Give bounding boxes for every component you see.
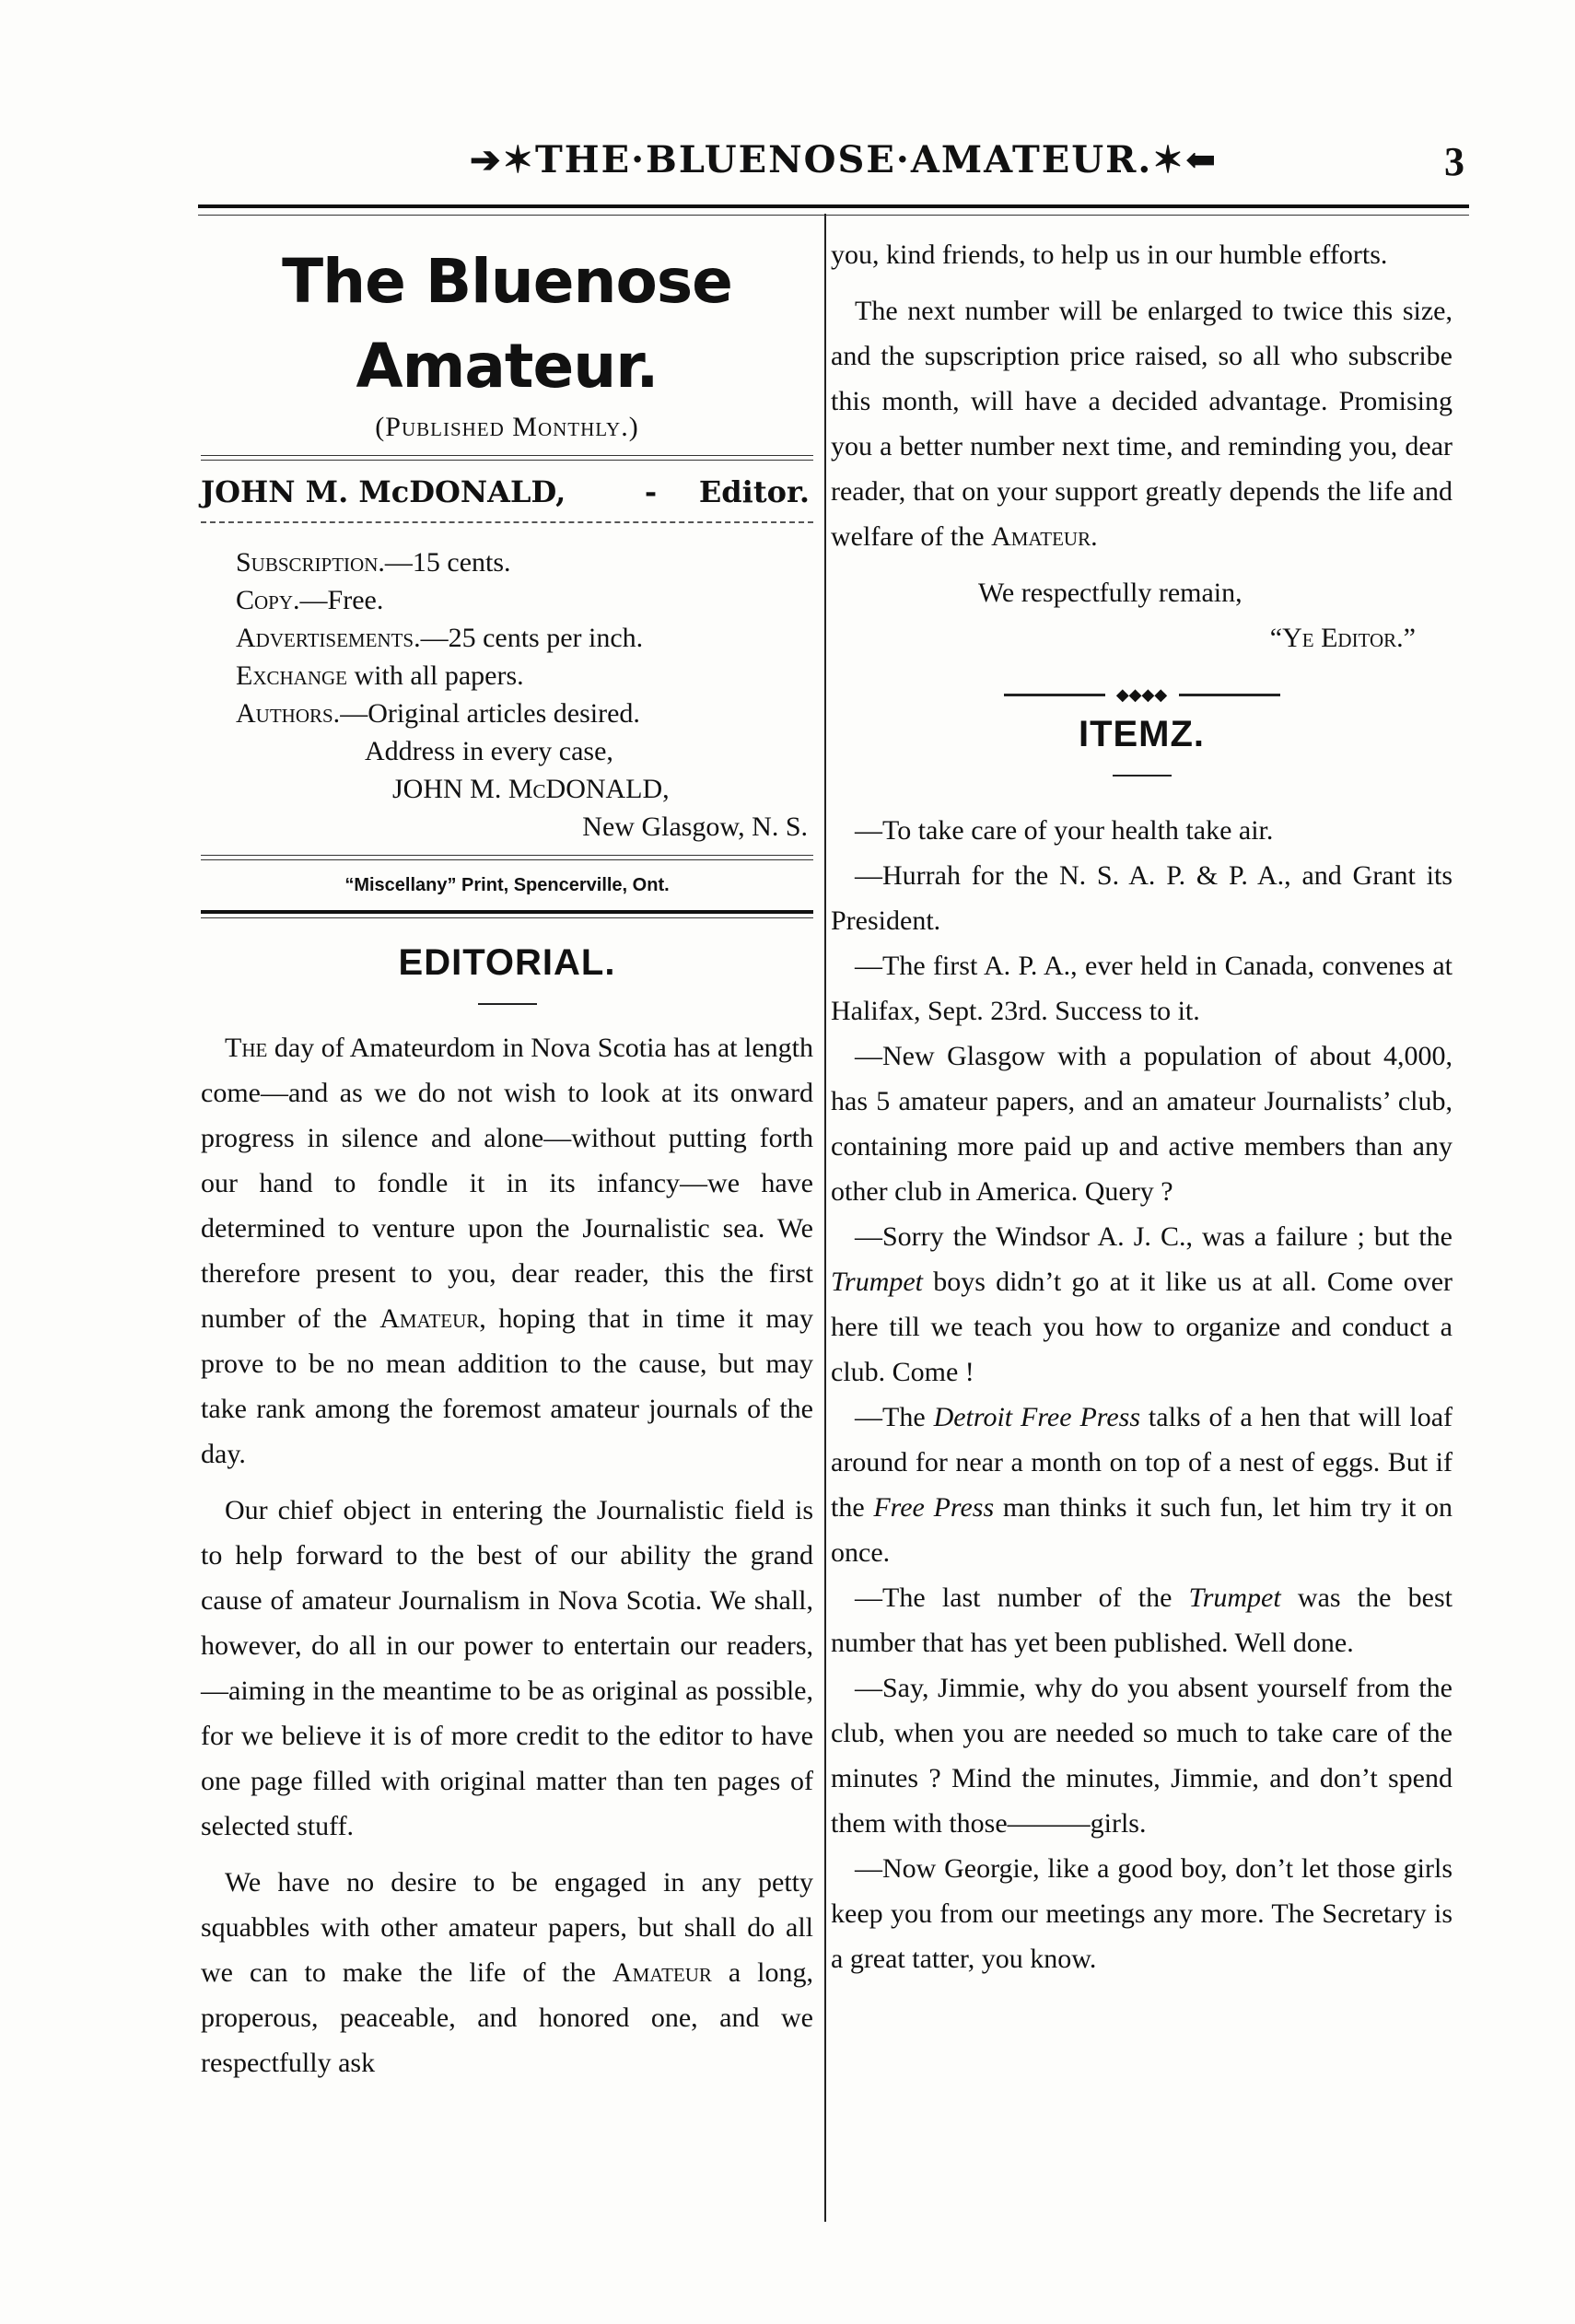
- editorial-p1-part-a: day of Amateurdom in Nova Scotia has at length come—and as we do not wish to look at its onward progress in silence and alone—without putting forth our hand to fondle it in its infancy—we have determined to venture upon the Journalistic sea. We therefore present to you, dear reader, this the first number of the: [201, 1033, 813, 1334]
- item7-trumpet: Trumpet: [1188, 1582, 1281, 1613]
- item7-part-a: —The last number of the: [855, 1582, 1189, 1613]
- subscription-value: —15 cents.: [384, 547, 511, 578]
- ads-value: —25 cents per inch.: [420, 623, 644, 653]
- exchange-line: [236, 657, 813, 695]
- editorial-lead-word: The: [225, 1033, 268, 1063]
- editor-title: Editor.: [698, 474, 810, 509]
- list-item: —The first A. P. A., ever held in Canada, convenes at Halifax, Sept. 23rd. Success to it.: [831, 951, 1452, 1026]
- authors-value: —Original articles desired.: [340, 698, 640, 729]
- item6-part-a: —The: [855, 1402, 934, 1432]
- editor-rule: [201, 521, 813, 523]
- editorial-p3-part-b: a long, properous, peaceable, and honored one, and we respectfully ask: [201, 1957, 814, 2078]
- cont-p2-part-a: The next number will be enlarged to twice this size, and the supscription price raised, so all who subscribe this month, will have a decided advantage. Promising you a better number next time, and reminding you, dear reader, that on your support greatly depends the life and welfare of the: [831, 296, 1452, 552]
- terms-block: [201, 543, 813, 732]
- running-title: ➔✶THE·BLUENOSE·AMATEUR.✶⬅: [470, 138, 1219, 181]
- ads-label: Advertisements.: [236, 623, 421, 653]
- address-line-3: New Glasgow, N. S.: [582, 812, 808, 842]
- left-column: [201, 221, 813, 2096]
- page-number: 3: [1444, 139, 1464, 184]
- masthead-rule: [201, 455, 813, 461]
- list-item: —To take care of your health take air.: [855, 815, 1274, 846]
- masthead-subtitle: (Published Monthly.): [375, 412, 639, 442]
- item5-trumpet: Trumpet: [831, 1267, 924, 1297]
- copy-line: [236, 581, 813, 619]
- address-line-1: Address in every case,: [365, 736, 613, 766]
- editorial-continued: [831, 232, 1452, 559]
- copy-value: —Free.: [299, 585, 384, 615]
- editor-line: [201, 470, 813, 514]
- closing-line: We respectfully remain,: [978, 578, 1242, 608]
- address-line-2: JOHN M. McDONALD,: [392, 774, 670, 804]
- item5-part-a: —Sorry the Windsor A. J. C., was a failure ; but the: [855, 1221, 1452, 1252]
- exchange-value: with all papers.: [347, 660, 524, 691]
- editor-name: JOHN M. McDONALD,: [201, 474, 566, 509]
- subscription-line: [236, 543, 813, 581]
- editorial-p1-amateur: Amateur: [379, 1303, 480, 1334]
- ads-line: [236, 619, 813, 657]
- ornament-rule: [1004, 685, 1280, 704]
- editorial-p1-part-b: , hoping that in time it may prove to be no mean addition to the cause, but may take rank among the foremost amateur journals of the day.: [201, 1303, 813, 1469]
- item6-part-c: man thinks it such fun, let him try it on once.: [831, 1492, 1452, 1568]
- item6-paper: Detroit Free Press: [933, 1402, 1141, 1432]
- editorial-p3-part-a: We have no desire to be engaged in any petty squabbles with other amateur papers, but shall do all we can to make the life of the: [201, 1867, 813, 1988]
- itemz-list: [831, 808, 1452, 1981]
- list-item: —Hurrah for the N. S. A. P. & P. A., and Grant its President.: [831, 860, 1452, 936]
- column-divider: [824, 214, 826, 2222]
- authors-label: Authors.: [236, 698, 341, 729]
- itemz-short-rule: [1113, 775, 1172, 777]
- list-item: [831, 1395, 1452, 1575]
- continued-paragraph-1: you, kind friends, to help us in our humble efforts.: [831, 239, 1388, 270]
- cont-p2-amateur: Amateur: [991, 521, 1091, 552]
- cont-p2-part-b: .: [1091, 521, 1098, 552]
- print-credit: “Miscellany” Print, Spencerville, Ont.: [344, 875, 670, 895]
- ornament-diamonds: ◆◆◆◆: [1115, 685, 1168, 704]
- header-rule-thick: [198, 204, 1469, 208]
- copy-label: Copy.: [236, 585, 300, 615]
- editorial-paragraph-1: [201, 1025, 813, 1477]
- list-item: [831, 1214, 1452, 1395]
- authors-line: [236, 695, 813, 732]
- item7-part-b: was the best number that has yet been published. Well done.: [831, 1582, 1452, 1658]
- signature: “Ye Editor.”: [1269, 623, 1416, 653]
- item6-paper2: Free Press: [873, 1492, 995, 1523]
- list-item: [831, 1575, 1452, 1665]
- list-item: —New Glasgow with a population of about 4,000, has 5 amateur papers, and an amateur Journalists’ club, containing more paid up and active members than any other club in America. Query ?: [831, 1041, 1452, 1207]
- header-rule-thin: [198, 215, 1469, 216]
- sign-off: [831, 570, 1452, 660]
- right-column: [831, 232, 1452, 1981]
- editor-dash: -: [644, 474, 658, 509]
- ornament-line-right: [1179, 694, 1280, 696]
- exchange-label: Exchange: [236, 660, 347, 691]
- list-item: —Say, Jimmie, why do you absent yourself from the club, when you are needed so much to take care of the minutes ? Mind the minutes, Jimmie, and don’t spend them with those———girls.: [831, 1673, 1452, 1839]
- masthead-title: The Bluenose Amateur.: [282, 246, 732, 402]
- address-block: [201, 732, 813, 846]
- item6-part-b: talks of a hen that will loaf around for near a month on top of a nest of eggs. But if the: [831, 1402, 1453, 1523]
- ornament-line-left: [1004, 694, 1105, 696]
- editorial-heading: EDITORIAL.: [398, 942, 616, 983]
- editorial-p3-amateur: Amateur: [612, 1957, 712, 1988]
- running-header: [193, 138, 1464, 193]
- editorial-top-rule: [201, 910, 813, 918]
- print-credit-rule: [201, 855, 813, 860]
- subscription-label: Subscription.: [236, 547, 385, 578]
- item5-part-b: boys didn’t go at it like us at all. Come over here till we teach you how to organize and conduct a club. Come !: [831, 1267, 1452, 1387]
- editorial-short-rule: [478, 1003, 537, 1005]
- editorial-paragraph-2: Our chief object in entering the Journalistic field is to help forward to the best of our ability the grand cause of amateur Journalism in Nova Scotia. We shall, however, do all in our power to entertain our readers,—aiming in the meantime to be as original as possible, for we believe it is of more credit to the editor to have one page filled with original matter than ten pages of selected stuff.: [201, 1495, 813, 1841]
- editorial-body: [201, 1025, 813, 2085]
- editorial-paragraph-3: [201, 1860, 813, 2085]
- continued-paragraph-2: [831, 288, 1452, 559]
- list-item: —Now Georgie, like a good boy, don’t let those girls keep you from our meetings any more. The Secretary is a great tatter, you know.: [831, 1853, 1452, 1974]
- itemz-heading: ITEMZ.: [1078, 714, 1206, 754]
